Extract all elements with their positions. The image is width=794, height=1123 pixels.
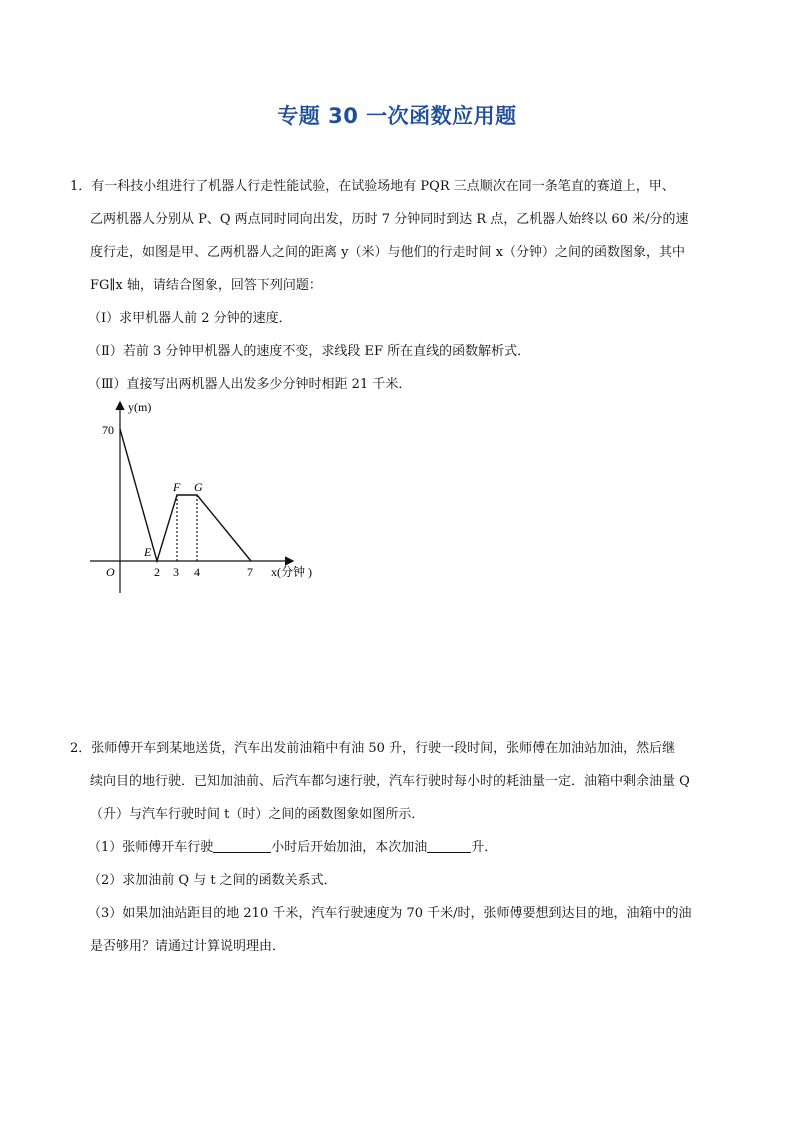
question-2-line-2: 续向目的地行驶．已知加油前、后汽车都匀速行驶，汽车行驶时每小时的耗油量一定．油箱中剩余油量 Q [90, 774, 690, 789]
question-1-part-3: （Ⅲ）直接写出两机器人出发多少分钟时相距 21 千米． [88, 377, 412, 392]
x-tick-4: 4 [194, 565, 200, 579]
question-2-part-2: （2）求加油前 Q 与 t 之间的函数关系式． [88, 873, 337, 888]
answer-blank-liters[interactable] [427, 838, 471, 853]
point-f-label: F [173, 480, 181, 494]
question-1-graph [84, 395, 344, 605]
y-axis-label: y(m) [128, 400, 152, 414]
point-g-label: G [194, 480, 203, 494]
question-1-part-2: （Ⅱ）若前 3 分钟甲机器人的速度不变，求线段 EF 所在直线的函数解析式． [88, 344, 531, 359]
answer-blank-hours[interactable] [213, 838, 271, 853]
question-2-number: 2． [70, 741, 92, 756]
x-tick-3: 3 [173, 565, 179, 579]
origin-label: O [106, 565, 115, 579]
function-graph [120, 429, 251, 561]
question-1-line-2: 乙两机器人分别从 P、Q 两点同时同向出发，历时 7 分钟同时到达 R 点，乙机器人始终以 60 米/分的速 [90, 212, 689, 227]
question-2-part-3-cont: 是否够用？请通过计算说明理由． [90, 939, 286, 954]
question-1 [70, 170, 730, 401]
x-axis-label: x(分钟 ) [271, 565, 312, 579]
question-2-part-3: （3）如果加油站距目的地 210 千米，汽车行驶速度为 70 千米/时，张师傅要想到达目的地，油箱中的油 [88, 906, 692, 921]
x-tick-2: 2 [154, 565, 160, 579]
y-tick-70: 70 [102, 423, 114, 437]
question-1-part-1: （Ⅰ）求甲机器人前 2 分钟的速度． [88, 311, 292, 326]
question-1-line-4: FG∥x 轴，请结合图象，回答下列问题： [90, 278, 322, 293]
question-1-line-1: 1．有一科技小组进行了机器人行走性能试验，在试验场地有 PQR 三点顺次在同一条笔直的赛道上，甲、 [70, 179, 675, 194]
question-2-line-3: （升）与汽车行驶时间 t（时）之间的函数图象如图所示． [90, 807, 425, 822]
point-e-label: E [144, 545, 152, 559]
question-2 [70, 732, 730, 963]
page-title: 专题 30 一次函数应用题 [277, 104, 517, 128]
question-1-line-3: 度行走，如图是甲、乙两机器人之间的距离 y（米）与他们的行走时间 x（分钟）之间的函数图象，其中 [90, 245, 685, 260]
question-1-number: 1． [70, 179, 92, 194]
x-tick-7: 7 [247, 565, 253, 579]
question-2-line-1: 2．张师傅开车到某地送货，汽车出发前油箱中有油 50 升，行驶一段时间，张师傅在加油站加油，然后继 [70, 741, 676, 756]
question-2-part-1: （1）张师傅开车行驶 小时后开始加油，本次加油 升． [88, 840, 498, 855]
